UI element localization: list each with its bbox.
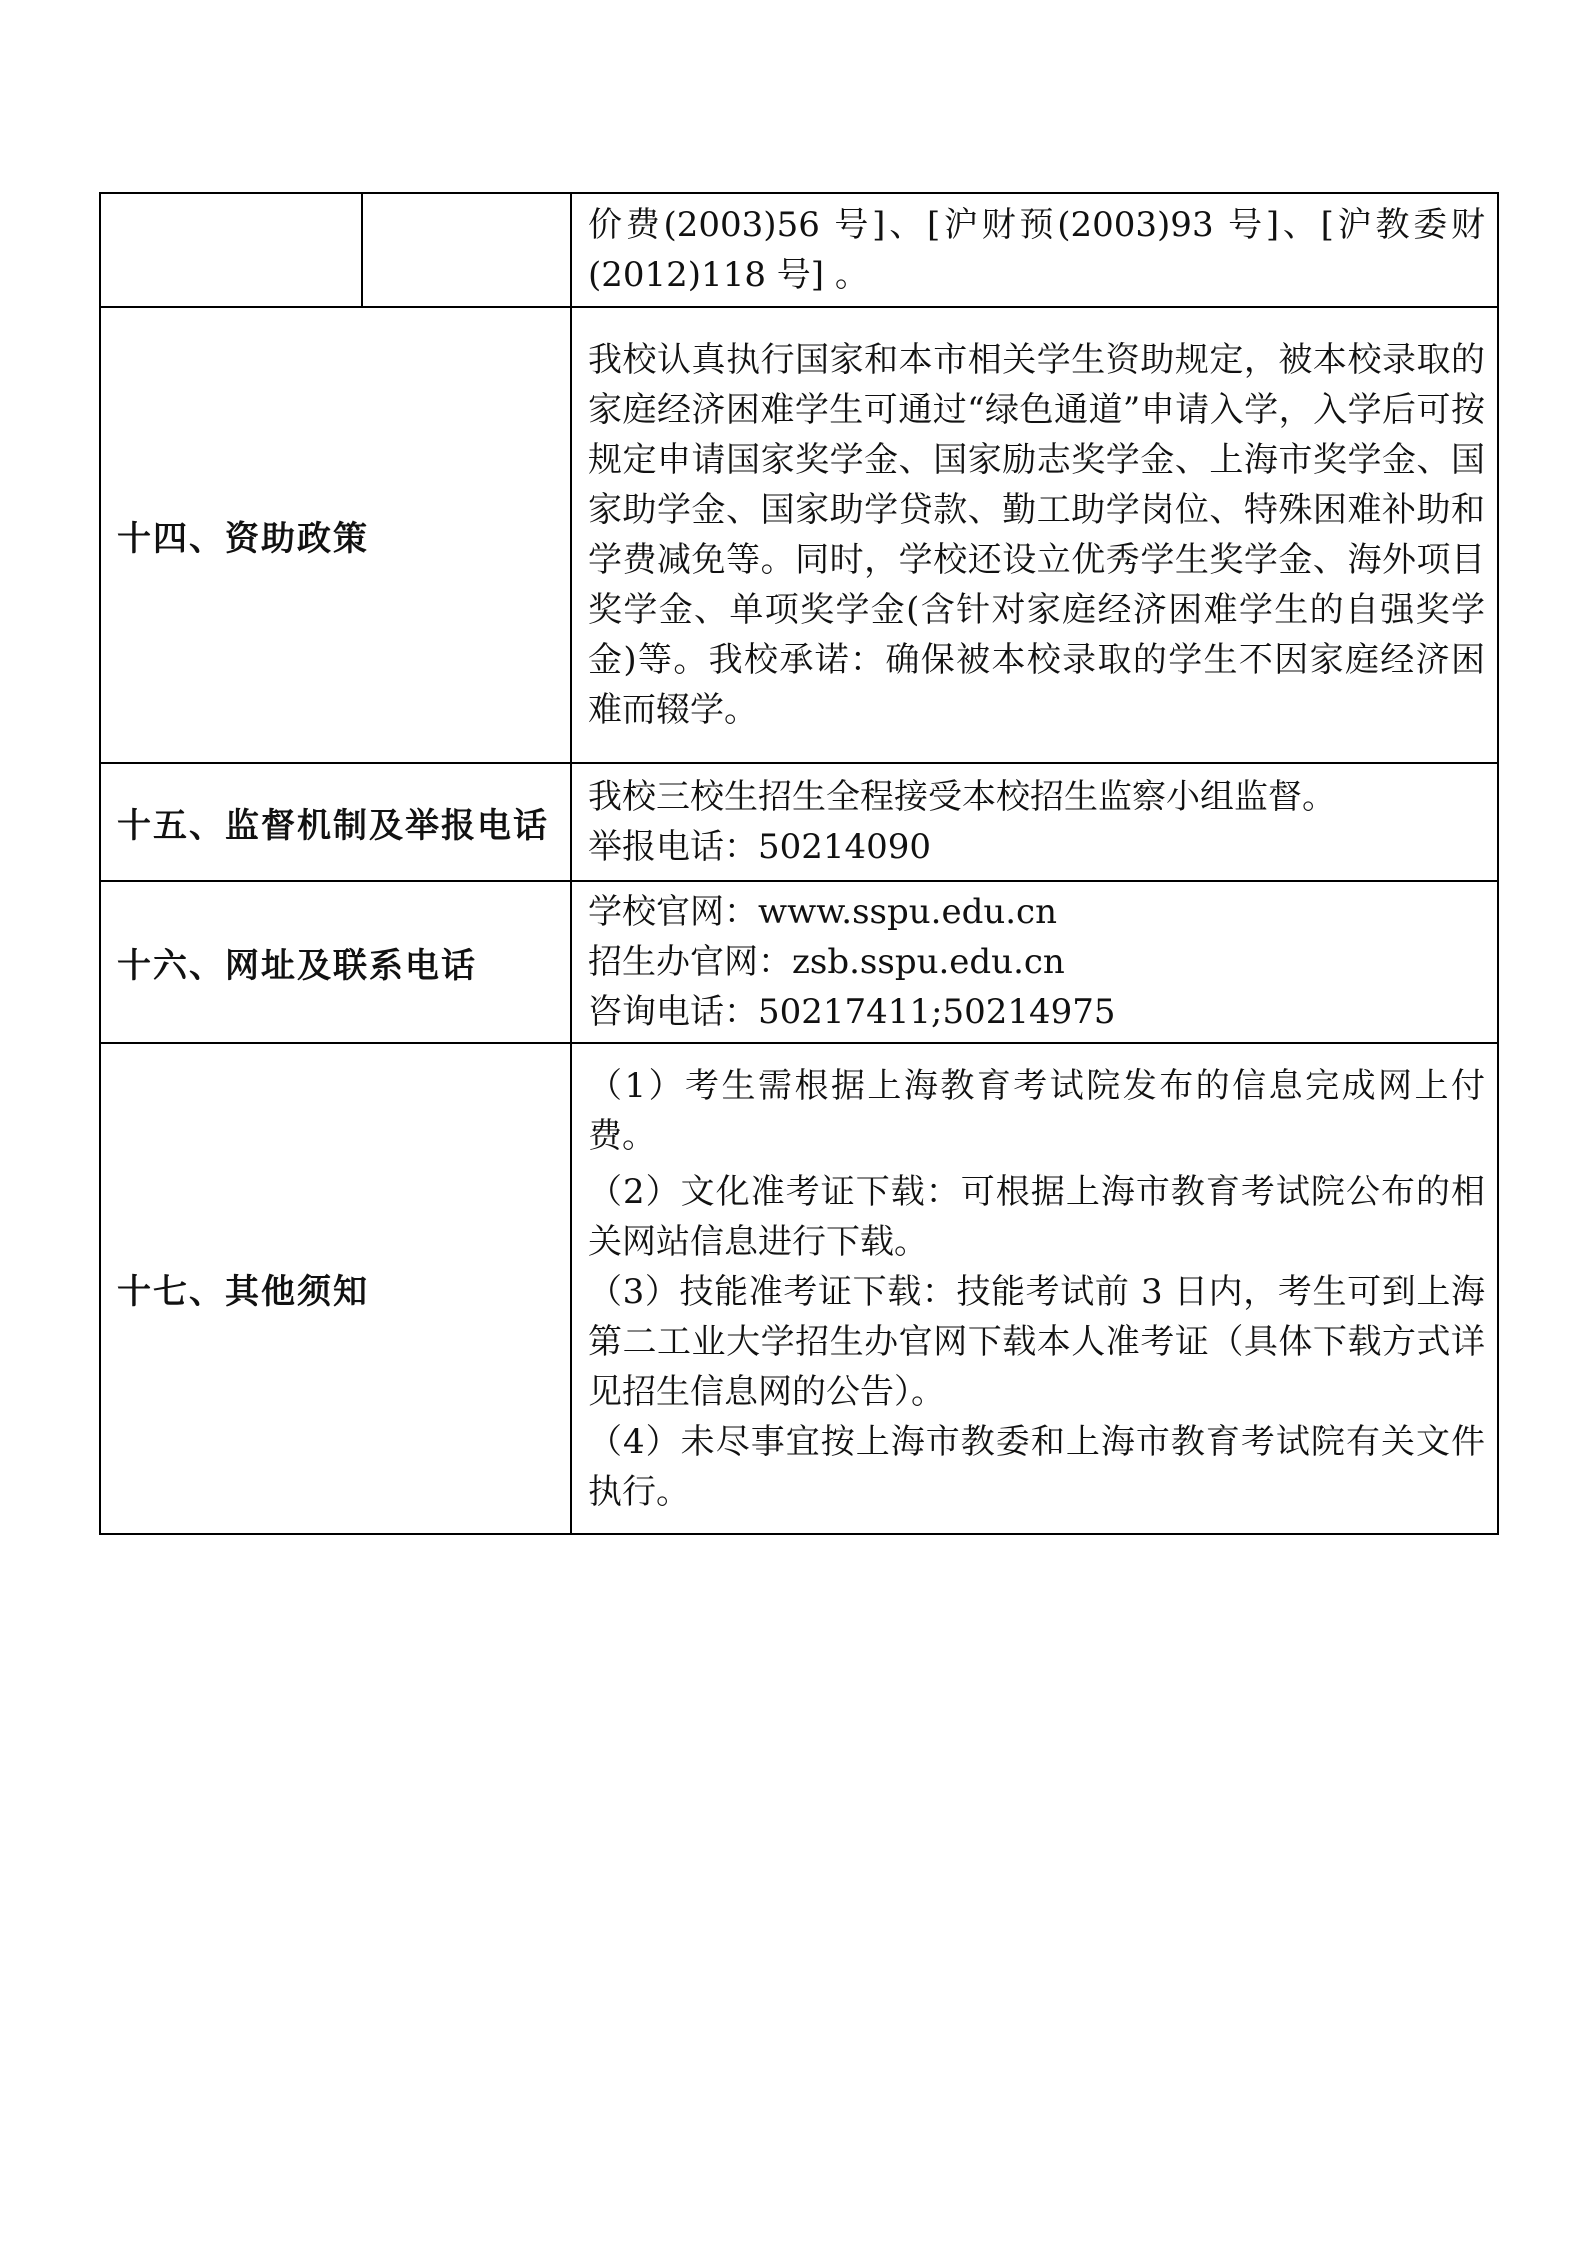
supervision-label: 十五、监督机制及举报电话 bbox=[100, 763, 571, 881]
continuation-content bbox=[571, 193, 1498, 307]
contact-label: 十六、网址及联系电话 bbox=[100, 881, 571, 1043]
table-row-financial-aid bbox=[100, 307, 1498, 763]
continuation-text: 价费(2003)56 号]、[沪财预(2003)93 号]、[沪教委财(2012)118 号] 。 bbox=[588, 205, 1485, 295]
notes-content bbox=[571, 1043, 1498, 1534]
report-phone: 举报电话：50214090 bbox=[588, 827, 932, 867]
admissions-website: 招生办官网：zsb.sspu.edu.cn bbox=[588, 942, 1065, 982]
note-item: （4）未尽事宜按上海市教委和上海市教育考试院有关文件执行。 bbox=[588, 1421, 1485, 1512]
table-row-notes bbox=[100, 1043, 1498, 1534]
note-item: （1）考生需根据上海教育考试院发布的信息完成网上付费。 bbox=[588, 1065, 1485, 1156]
supervision-text: 我校三校生招生全程接受本校招生监察小组监督。 bbox=[588, 777, 1336, 817]
note-item: （2）文化准考证下载：可根据上海市教育考试院公布的相关网站信息进行下载。 bbox=[588, 1171, 1485, 1262]
empty-cell bbox=[362, 193, 571, 307]
policy-table bbox=[99, 192, 1499, 1535]
table-row-contact bbox=[100, 881, 1498, 1043]
financial-aid-text: 我校认真执行国家和本市相关学生资助规定，被本校录取的家庭经济困难学生可通过“绿色通道”申请入学，入学后可按规定申请国家奖学金、国家励志奖学金、上海市奖学金、国家助学金、国家助学贷款、勤工助学岗位、特殊困难补助和学费减免等。同时，学校还设立优秀学生奖学金、海外项目奖学金、单项奖学金(含针对家庭经济困难学生的自强奖学金)等。我校承诺：确保被本校录取的学生不因家庭经济困难而辍学。 bbox=[588, 340, 1485, 730]
table-row-continuation bbox=[100, 193, 1498, 307]
empty-cell bbox=[100, 193, 362, 307]
note-item: （3）技能准考证下载：技能考试前 3 日内，考生可到上海第二工业大学招生办官网下载本人准考证（具体下载方式详见招生信息网的公告）。 bbox=[588, 1271, 1485, 1412]
consult-phone: 咨询电话：50217411;50214975 bbox=[588, 992, 1116, 1032]
school-website: 学校官网：www.sspu.edu.cn bbox=[588, 892, 1057, 932]
contact-content bbox=[571, 881, 1498, 1043]
supervision-content bbox=[571, 763, 1498, 881]
financial-aid-content bbox=[571, 307, 1498, 763]
table-row-supervision bbox=[100, 763, 1498, 881]
financial-aid-label: 十四、资助政策 bbox=[100, 307, 571, 763]
notes-label: 十七、其他须知 bbox=[100, 1043, 571, 1534]
